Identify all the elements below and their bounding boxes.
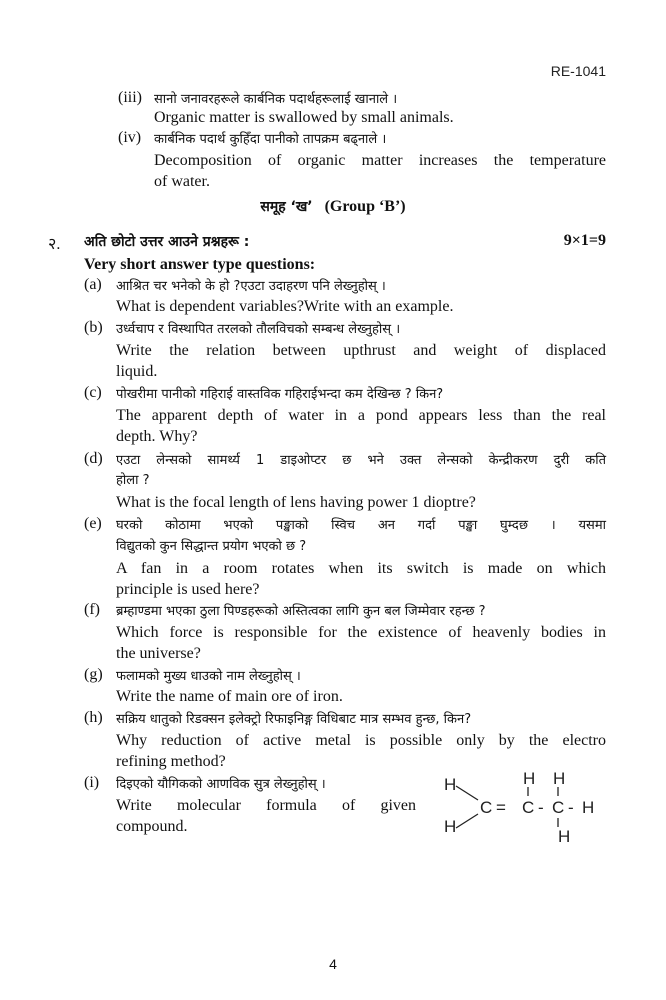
question-marker-h: (h) [84,709,103,726]
single-bond-1: - [538,798,544,817]
section-number: २. [48,236,61,253]
question-b-english-1: Write the relation between upthrust and weight of displaced [116,342,606,359]
question-marker-g: (g) [84,666,103,683]
atom-h-bottom-left: H [444,817,457,836]
atom-c1: C [480,798,493,817]
question-marker-d: (d) [84,450,103,467]
question-e-english-2: principle is used here? [116,581,260,598]
question-marker-f: (f) [84,601,100,618]
question-f-english-1: Which force is responsible for the existence of heavenly bodies in [116,624,606,641]
question-marker-b: (b) [84,319,103,336]
question-a-nepali: आश्रित चर भनेको के हो ?एउटा उदाहरण पनि लेख्नुहोस् । [116,279,386,294]
atom-h-above-c2: H [523,769,536,788]
single-bond-2: - [568,798,574,817]
question-e-english-1: A fan in a room rotates when its switch is made on which [116,560,606,577]
question-g-nepali: फलामको मुख्य धाउको नाम लेख्नुहोस् । [116,669,301,684]
question-marker-c: (c) [84,384,102,401]
paper-code: RE-1041 [550,63,606,79]
question-h-english-1: Why reduction of active metal is possible only by the electro [116,732,606,749]
option-marker-iv: (iv) [118,129,142,146]
page-number: 4 [329,956,337,972]
atom-h-right: H [582,798,595,817]
section-subtitle: Very short answer type questions: [84,256,316,273]
option-iv-english-1: Decomposition of organic matter increases the temperature [154,152,606,169]
option-iv-nepali: कार्बनिक पदार्थ कुहिँदा पानीको तापक्रम बढ्नाले । [154,132,387,147]
question-i-english-2: compound. [116,818,188,835]
atom-h-above-c3: H [553,769,566,788]
question-e-nepali-2: विद्युतको कुन सिद्धान्त प्रयोग भएको छ ? [116,539,307,554]
option-iii-english: Organic matter is swallowed by small animals. [154,109,454,126]
atom-c3: C [552,798,565,817]
atom-h-below-c3: H [558,827,571,846]
question-d-english: What is the focal length of lens having power 1 dioptre? [116,494,476,511]
question-c-english-2: depth. Why? [116,428,198,445]
question-marker-i: (i) [84,774,100,791]
structural-formula [436,766,616,846]
option-marker-iii: (iii) [118,89,142,106]
question-i-english-1: Write molecular formula of given [116,797,416,814]
bond-upper-left [456,786,478,800]
section-title [84,232,249,251]
question-i-nepali: दिइएको यौगिकको आणविक सुत्र लेख्नुहोस् । [116,777,326,792]
question-d-nepali-1: एउटा लेन्सको सामर्थ्य 1 डाइओप्टर छ भने उक्त लेन्सको केन्द्रीकरण दुरी कति [116,453,606,468]
question-d-nepali-2: होला ? [116,473,150,488]
question-b-english-2: liquid. [116,363,158,380]
atom-h-top-left: H [444,775,457,794]
group-heading [0,197,666,216]
group-heading-english: (Group ‘B’) [324,198,406,215]
bond-lower-left [456,814,478,828]
question-g-english: Write the name of main ore of iron. [116,688,343,705]
question-e-nepali-1: घरको कोठामा भएको पङ्खाको स्विच अन गर्दा पङ्खा घुम्दछ । यसमा [116,518,606,533]
option-iv-english-2: of water. [154,173,210,190]
question-f-nepali: ब्रम्हाण्डमा भएका ठुला पिण्डहरूको अस्तित्वका लागि कुन बल जिम्मेवार रहन्छ ? [116,604,486,619]
question-a-english: What is dependent variables?Write with an example. [116,298,454,315]
question-f-english-2: the universe? [116,645,201,662]
section-title-nepali: अति छोटो उत्तर आउने प्रश्नहरू : [84,234,250,250]
question-marker-e: (e) [84,515,102,532]
question-marker-a: (a) [84,276,102,293]
double-bond: = [496,798,506,817]
question-c-nepali: पोखरीमा पानीको गहिराई वास्तविक गहिराईभन्दा कम देखिन्छ ? किन? [116,387,444,402]
section-marks: 9×1=9 [563,232,606,249]
question-h-nepali: सक्रिय धातुको रिडक्सन इलेक्ट्रो रिफाइनिङ्ग विधिबाट मात्र सम्भव हुन्छ, किन? [116,712,472,727]
group-heading-nepali: समूह ‘ख’ [260,199,313,215]
question-b-nepali: उर्ध्वचाप र विस्थापित तरलको तौलविचको सम्बन्ध लेख्नुहोस् । [116,322,401,337]
option-iii-nepali: सानो जनावरहरूले कार्बनिक पदार्थहरूलाई खानाले । [154,92,398,107]
question-c-english-1: The apparent depth of water in a pond appears less than the real [116,407,606,424]
atom-c2: C [522,798,535,817]
question-h-english-2: refining method? [116,753,226,770]
